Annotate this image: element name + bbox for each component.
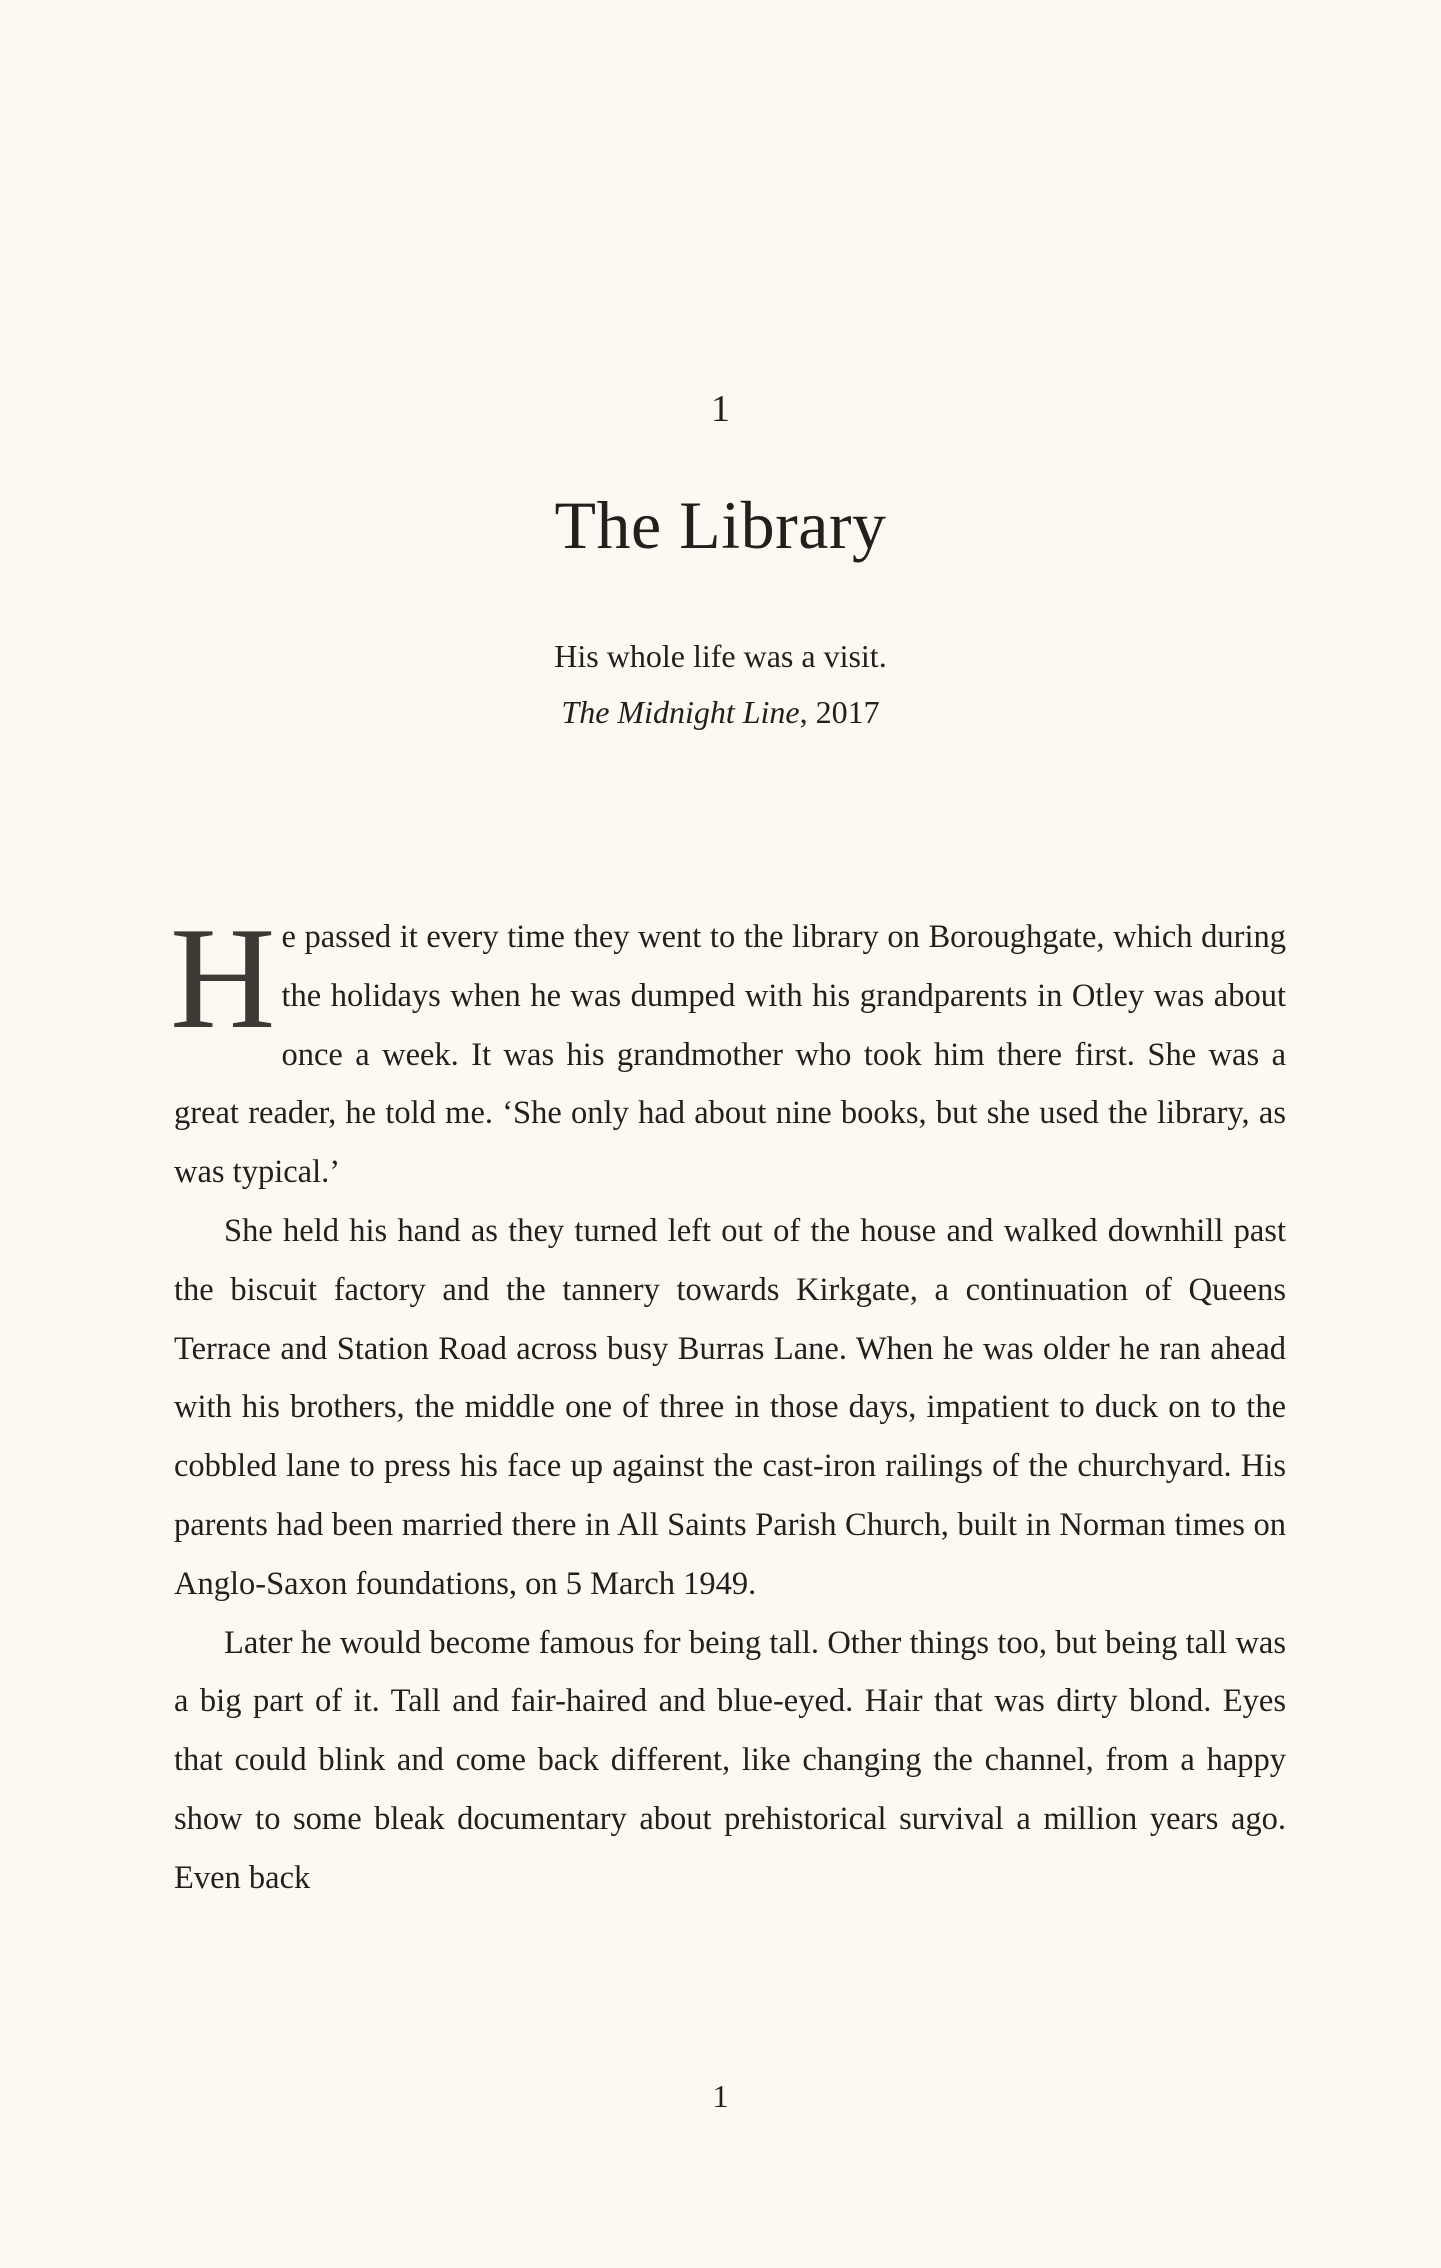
chapter-title: The Library xyxy=(554,487,887,563)
paragraph: She held his hand as they turned left out of the house and walked downhill past the biscuit factory and the tannery towards Kirkgate, a continuation of Queens Terrace and Station Road across busy Burras Lane. When he was older he ran ahead with his brothers, the middle one of three in those days, impatient to duck on to the cobbled lane to press his face up against the cast-iron railings of the churchyard. His parents had been married there in All Saints Parish Church, built in Norman times on Anglo-Saxon foundations, on 5 March 1949. xyxy=(174,1212,1286,1602)
chapter-number: 1 xyxy=(711,388,730,430)
paragraph-text: e passed it every time they went to the library on Boroughgate, which during the holidays when he was dumped with his grandparents in Otley was about once a week. It was his grandmother who took him there first. She was a great reader, he told me. ‘She only had about nine books, but she used the library, as was typical.’ xyxy=(174,919,1286,1191)
drop-cap: H xyxy=(170,897,276,1059)
epigraph-source-title: The Midnight Line xyxy=(561,694,800,730)
epigraph-quote: His whole life was a visit. xyxy=(554,638,887,674)
paragraph xyxy=(170,897,1286,1202)
epigraph xyxy=(0,628,1441,740)
paragraph: Later he would become famous for being tall. Other things too, but being tall was a big part of it. Tall and fair-haired and blue-eyed. Hair that was dirty blond. Eyes that could blink and come back different, like changing the channel, from a happy show to some bleak documentary about prehistorical survival a million years ago. Even back xyxy=(174,1624,1286,1896)
body-text xyxy=(170,897,1286,1908)
epigraph-source-year: , 2017 xyxy=(799,694,880,730)
page-number: 1 xyxy=(712,2078,729,2114)
epigraph-source xyxy=(0,684,1441,740)
